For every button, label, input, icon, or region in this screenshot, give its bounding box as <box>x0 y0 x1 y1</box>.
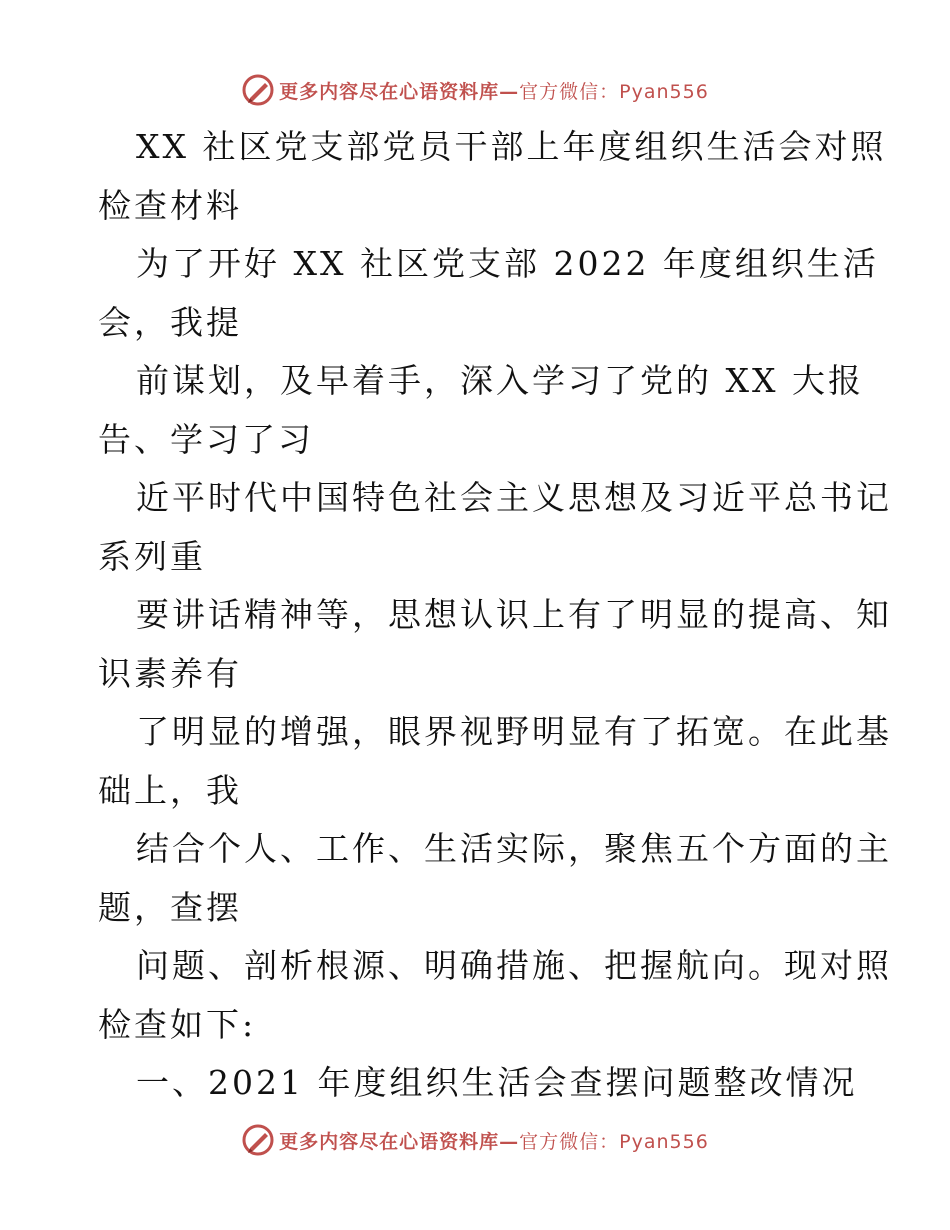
paragraph-line: 结合个人、工作、生活实际，聚焦五个方面的主 <box>136 829 892 868</box>
watermark-text: 更多内容尽在心语资料库—官方微信：Pyan556 <box>279 80 709 103</box>
document-body <box>0 118 950 1113</box>
doc-title-line-1: XX 社区党支部党员干部上年度组织生活会对照 <box>136 127 887 166</box>
section-heading: 一、2021 年度组织生活会查摆问题整改情况 <box>136 1063 858 1102</box>
paragraph-line: 近平时代中国特色社会主义思想及习近平总书记 <box>136 478 892 517</box>
paragraph-line: 了明显的增强，眼界视野明显有了拓宽。在此基 <box>136 712 892 751</box>
paragraph-line: 告、学习了习 <box>98 419 314 459</box>
doc-title-line-2: 检查材料 <box>98 185 242 225</box>
paragraph-line: 题，查摆 <box>98 887 242 927</box>
watermark-banner-top <box>0 68 950 112</box>
paragraph-line: 检查如下: <box>98 1004 257 1044</box>
paragraph-line: 会，我提 <box>98 302 242 342</box>
pen-logo-icon <box>241 1123 275 1157</box>
watermark-banner-bottom <box>0 1118 950 1162</box>
paragraph-line: 问题、剖析根源、明确措施、把握航向。现对照 <box>136 946 892 985</box>
paragraph-line: 础上，我 <box>98 770 242 810</box>
watermark-text: 更多内容尽在心语资料库—官方微信：Pyan556 <box>279 1130 709 1153</box>
paragraph-line: 要讲话精神等，思想认识上有了明显的提高、知 <box>136 595 892 634</box>
pen-logo-icon <box>241 73 275 107</box>
paragraph-line: 识素养有 <box>98 653 242 693</box>
paragraph-line: 为了开好 XX 社区党支部 2022 年度组织生活 <box>136 244 879 283</box>
paragraph-line: 前谋划，及早着手，深入学习了党的 XX 大报 <box>136 361 864 400</box>
paragraph-line: 系列重 <box>98 536 206 576</box>
